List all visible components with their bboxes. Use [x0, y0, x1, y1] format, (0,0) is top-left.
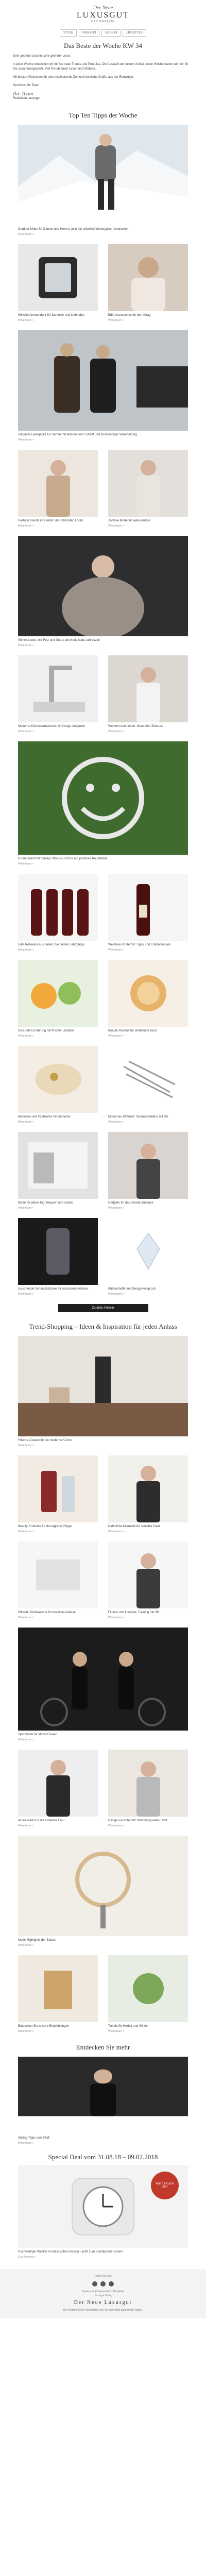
- article-caption: Modernes Wohnen: Innenarchitektur mit Stil: [108, 1115, 168, 1118]
- article-image[interactable]: [18, 536, 188, 636]
- article-card[interactable]: [18, 1836, 188, 1947]
- read-more-link[interactable]: Weiterlesen >: [18, 438, 34, 442]
- top-nav: [0, 29, 206, 37]
- article-image[interactable]: [18, 125, 188, 225]
- article-image[interactable]: [108, 1955, 188, 2022]
- article-caption: Fashion Trends im Herbst: die schönsten Looks: [18, 519, 83, 522]
- logo-sub: DAS MAGAZIN: [91, 20, 115, 23]
- read-more-link[interactable]: Weiterlesen >: [108, 1530, 124, 1533]
- article-caption: Entdecken Sie unsere Empfehlungen: [18, 2025, 70, 2028]
- article-caption: Stilvolle Tischwäsche für festliche Anlässe: [18, 1611, 76, 1614]
- article-card[interactable]: [18, 1218, 98, 1296]
- intro-paragraph: Redaktion Luxusgut: [13, 97, 41, 100]
- signature: Ihr Team: [13, 91, 33, 97]
- sale-caption: Hochwertiger Wecker im klassischen Design – jetzt zum Sonderpreis sichern: [18, 2250, 123, 2253]
- article-card[interactable]: [18, 330, 188, 442]
- read-more-link[interactable]: Weiterlesen >: [108, 2030, 124, 2033]
- article-image[interactable]: [18, 330, 188, 431]
- article-image[interactable]: [18, 874, 98, 941]
- read-more-link[interactable]: Weiterlesen >: [108, 1616, 124, 1619]
- article-image[interactable]: [18, 960, 98, 1027]
- article-card[interactable]: [108, 1750, 188, 1827]
- article-card[interactable]: [18, 1132, 98, 1210]
- footer-publisher: Luxusgut Verlag: [94, 2294, 112, 2297]
- article-row: [18, 450, 188, 528]
- article-image[interactable]: [18, 1955, 98, 2022]
- article-card[interactable]: [108, 874, 188, 952]
- section-title-live: Entdecken Sie mehr: [76, 2043, 130, 2051]
- article-caption: Elegante Lederjacke für Herren mit klassischem Schnitt und hochwertiger Verarbeitung: [18, 433, 137, 436]
- article-image[interactable]: [18, 1132, 98, 1199]
- article-image[interactable]: [18, 1455, 98, 1522]
- read-more-link[interactable]: Weiterlesen >: [108, 1035, 124, 1038]
- article-image[interactable]: [108, 874, 188, 941]
- article-caption: Küchenhelfer mit Design-Anspruch: [108, 1287, 156, 1291]
- intro-paragraph: in jeder Woche entdecken wir für Sie neue Trends und Produkte. Die Auswahl der besten Artikel dieser Woche haben wir hier für Sie zusammengestellt. Viel Freude beim Lesen und Stöbern.: [13, 63, 188, 71]
- read-more-link[interactable]: Weiterlesen >: [108, 524, 124, 528]
- article-row: [18, 1541, 188, 1619]
- read-more-link[interactable]: Weiterlesen >: [18, 524, 34, 528]
- article-image[interactable]: [108, 450, 188, 517]
- article-caption: Weinlese im Herbst: Tipps und Empfehlungen: [108, 943, 171, 946]
- article-card[interactable]: [108, 1955, 188, 2033]
- intro-paragraph: Herzlichst Ihr Team: [13, 84, 40, 87]
- article-caption: Accessoires für die moderne Frau: [18, 1819, 65, 1822]
- article-image[interactable]: [108, 1455, 188, 1522]
- article-row: [18, 1455, 188, 1533]
- instagram-icon[interactable]: [100, 2281, 106, 2286]
- article-image[interactable]: [18, 1836, 188, 1936]
- article-caption: Natürliche Kosmetik für sensible Haut: [108, 1525, 160, 1528]
- read-more-link[interactable]: Weiterlesen >: [18, 2030, 34, 2033]
- read-more-link[interactable]: Weiterlesen >: [108, 1121, 124, 1124]
- nav-item[interactable]: STYLE: [60, 29, 77, 37]
- article-row: [18, 960, 188, 1038]
- article-row: [18, 874, 188, 952]
- sale-badge: Nur für kurze Zeit: [151, 2172, 179, 2199]
- read-more-link[interactable]: Weiterlesen >: [18, 948, 34, 952]
- read-more-link[interactable]: Weiterlesen >: [18, 2142, 34, 2145]
- read-more-link[interactable]: Weiterlesen >: [18, 1530, 34, 1533]
- article-card[interactable]: [18, 960, 98, 1038]
- nav-item[interactable]: FASHION: [79, 29, 99, 37]
- article-row: [18, 1750, 188, 1827]
- article-image[interactable]: [108, 244, 188, 311]
- read-more-link[interactable]: Weiterlesen >: [108, 1824, 124, 1827]
- article-card[interactable]: [108, 960, 188, 1038]
- read-more-link[interactable]: Weiterlesen >: [18, 644, 34, 647]
- article-caption: Beauty-Produkte für die tägliche Pflege: [18, 1525, 72, 1528]
- article-card[interactable]: [108, 1046, 188, 1124]
- article-caption: Gadgets für das smarte Zuhause: [108, 1201, 153, 1205]
- article-image[interactable]: [18, 1046, 98, 1113]
- intro-paragraph: Mit besten Wünschen für eine inspirierende Zeit und herzliche Grüße aus der Redaktion.: [13, 76, 134, 79]
- article-card[interactable]: [18, 1541, 98, 1619]
- article-caption: Beauty-Routine für strahlende Haut: [108, 1029, 157, 1032]
- read-more-link[interactable]: Weiterlesen >: [18, 233, 34, 236]
- article-card[interactable]: [18, 655, 98, 733]
- article-image[interactable]: [18, 244, 98, 311]
- article-image[interactable]: [18, 1218, 98, 1285]
- footer-title: Folgen Sie uns: [94, 2275, 112, 2278]
- read-more-link[interactable]: Weiterlesen >: [108, 730, 124, 733]
- read-more-link[interactable]: Weiterlesen >: [18, 1738, 34, 1741]
- footer-note: Sie erhalten diesen Newsletter, weil Sie sich dafür angemeldet haben.: [63, 2309, 143, 2312]
- article-caption: Edle Accessoires für den Alltag: [108, 314, 151, 317]
- read-more-link[interactable]: Weiterlesen >: [18, 1293, 34, 1296]
- article-caption: Moderne Küchenarmaturen mit Design-Anspruch: [18, 725, 85, 728]
- article-card[interactable]: [18, 125, 188, 236]
- article-image[interactable]: [108, 1750, 188, 1817]
- read-more-link[interactable]: Weiterlesen >: [18, 1616, 34, 1619]
- read-more-link[interactable]: Weiterlesen >: [18, 1207, 34, 1210]
- read-more-link[interactable]: Weiterlesen >: [108, 1207, 124, 1210]
- read-more-link[interactable]: Weiterlesen >: [18, 1035, 34, 1038]
- article-card[interactable]: [108, 655, 188, 733]
- sale-link[interactable]: Zum Angebot >: [18, 2256, 36, 2259]
- footer: [0, 2269, 206, 2318]
- nav-item[interactable]: LIFESTYLE: [123, 29, 146, 37]
- article-caption: Styling-Tipps vom Profi: [18, 2137, 50, 2140]
- article-caption: Gesunde Ernährung mit frischen Zutaten: [18, 1029, 74, 1032]
- all-articles-button[interactable]: Zu allen Artikeln: [58, 1304, 148, 1312]
- article-image[interactable]: [108, 960, 188, 1027]
- article-image[interactable]: [18, 450, 98, 517]
- article-image[interactable]: [108, 1541, 188, 1608]
- article-image[interactable]: [18, 741, 188, 855]
- article-card[interactable]: [18, 1750, 98, 1827]
- article-image[interactable]: [18, 1541, 98, 1608]
- article-image[interactable]: [108, 655, 188, 722]
- article-caption: Sportmode für aktive Frauen: [18, 1733, 58, 1736]
- article-card[interactable]: [18, 2057, 188, 2145]
- social-links: [0, 2281, 206, 2286]
- article-card[interactable]: [18, 1336, 188, 1447]
- article-image[interactable]: [18, 655, 98, 722]
- read-more-link[interactable]: Weiterlesen >: [108, 1293, 124, 1296]
- section-title-sale: Special Deal vom 31.08.18 – 09.02.2018: [48, 2153, 158, 2161]
- article-card[interactable]: [108, 450, 188, 528]
- article-card[interactable]: [108, 1455, 188, 1533]
- read-more-link[interactable]: Weiterlesen >: [18, 1121, 34, 1124]
- nav-item[interactable]: DESIGN: [101, 29, 121, 37]
- pinterest-icon[interactable]: [109, 2281, 114, 2286]
- sale-card[interactable]: [18, 2165, 188, 2248]
- article-card[interactable]: [108, 1541, 188, 1619]
- article-row: [18, 244, 188, 322]
- article-caption: Design-Leuchten für stimmungsvolles Licht: [108, 1819, 167, 1822]
- read-more-link[interactable]: Weiterlesen >: [18, 1944, 34, 1947]
- read-more-link[interactable]: Weiterlesen >: [18, 862, 34, 866]
- article-card[interactable]: [18, 1628, 188, 1741]
- logo-top: Der Neue: [93, 5, 113, 11]
- article-caption: Winter-Looks: mit Pelz und Glanz durch die kalte Jahreszeit: [18, 639, 100, 642]
- article-card[interactable]: [108, 244, 188, 322]
- read-more-link[interactable]: Weiterlesen >: [18, 1824, 34, 1827]
- article-card[interactable]: [108, 1218, 188, 1296]
- article-caption: Stilvolle Armbanduhr für Sammler und Liebhaber: [18, 314, 85, 317]
- section-title-shopping: Trend-Shopping – Ideen & Inspiration für jeden Anlass: [29, 1323, 177, 1330]
- article-card[interactable]: [18, 1455, 98, 1533]
- article-card[interactable]: [18, 1046, 98, 1124]
- article-card[interactable]: [18, 874, 98, 952]
- article-card[interactable]: [18, 450, 98, 528]
- facebook-icon[interactable]: [92, 2281, 97, 2286]
- article-caption: Edle Rotweine aus Italien: die besten Jahrgänge: [18, 943, 84, 946]
- article-row: [18, 1046, 188, 1124]
- article-row: [18, 1132, 188, 1210]
- article-row: [18, 655, 188, 733]
- logo-main: LUXUSGUT: [76, 11, 130, 20]
- article-caption: Frische Zutaten für die moderne Küche: [18, 1439, 72, 1442]
- article-caption: Grüne Wand mit Smiley: Moos-Kunst für ein positives Raumklima: [18, 857, 108, 860]
- article-card[interactable]: [18, 1955, 98, 2033]
- footer-logo[interactable]: Der Neue Luxusgut: [74, 2300, 132, 2306]
- intro-text: [0, 54, 206, 101]
- article-row: [18, 1955, 188, 2033]
- logo[interactable]: [0, 0, 206, 23]
- article-caption: Trends für Herbst und Winter: [108, 2025, 148, 2028]
- article-caption: Mode-Highlights der Saison: [18, 1939, 56, 1942]
- article-image[interactable]: [18, 2057, 188, 2134]
- article-image[interactable]: [18, 1750, 98, 1817]
- read-more-link[interactable]: Weiterlesen >: [108, 948, 124, 952]
- article-caption: Mode für jeden Tag: bequem und schick: [18, 1201, 73, 1205]
- article-image[interactable]: [108, 1132, 188, 1199]
- article-caption: Zeitlose Mode für jeden Anlass: [108, 519, 151, 522]
- article-caption: Wohnen und Leben: Ideen fürs Zuhause: [108, 725, 164, 728]
- footer-links[interactable]: Impressum | Datenschutz | Abmelden: [81, 2290, 125, 2293]
- article-image[interactable]: [108, 1046, 188, 1113]
- article-card[interactable]: [18, 536, 188, 647]
- section-title-top: Top Ten Tipps der Woche: [68, 111, 138, 119]
- read-more-link[interactable]: Weiterlesen >: [108, 319, 124, 322]
- article-image[interactable]: [18, 1628, 188, 1731]
- article-image[interactable]: [108, 1218, 188, 1285]
- article-card[interactable]: [18, 244, 98, 322]
- article-caption: Outdoor-Mode für Damen und Herren: jetzt die stilvollen Winterjacken entdecken: [18, 228, 129, 231]
- intro-paragraph: Sehr geehrte Leserin, sehr geehrter Leser,: [13, 55, 72, 58]
- article-card[interactable]: [18, 741, 188, 866]
- page-title: Das Beste der Woche KW 34: [64, 42, 142, 49]
- article-caption: Leuchtende Schmuckstücke für besondere Anlässe: [18, 1287, 89, 1291]
- read-more-link[interactable]: Weiterlesen >: [18, 730, 34, 733]
- article-row: [18, 1218, 188, 1296]
- article-image[interactable]: [18, 1336, 188, 1436]
- read-more-link[interactable]: Weiterlesen >: [18, 1444, 34, 1447]
- article-caption: Fitness und Lifestyle: Training mit Stil: [108, 1611, 160, 1614]
- article-card[interactable]: [108, 1132, 188, 1210]
- read-more-link[interactable]: Weiterlesen >: [18, 319, 34, 322]
- article-caption: Bestecke und Tischkultur für Genießer: [18, 1115, 71, 1118]
